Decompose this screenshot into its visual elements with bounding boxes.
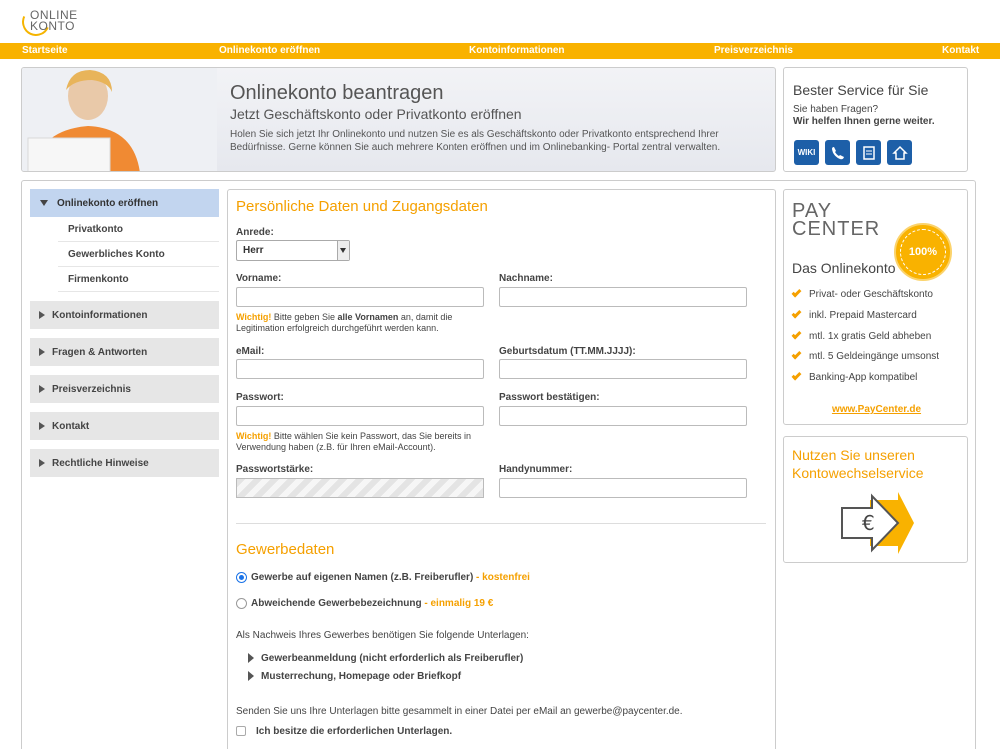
sidebar-sub-gewerbliches-konto[interactable]: Gewerbliches Konto <box>58 242 219 267</box>
paycenter-link[interactable]: www.PayCenter.de <box>831 404 922 415</box>
geburtsdatum-input[interactable] <box>499 359 747 379</box>
svg-text:€: € <box>862 511 875 535</box>
doc-gewerbeanmeldung: Gewerbeanmeldung (nicht erforderlich als Freiberufler) <box>261 653 524 664</box>
service-box <box>783 67 968 172</box>
check-icon <box>792 350 802 360</box>
form-heading: Persönliche Daten und Zugangsdaten <box>236 198 488 215</box>
email-input[interactable] <box>236 359 484 379</box>
nachweis-text: Als Nachweis Ihres Gewerbes benötigen Sie folgende Unterlagen: <box>236 630 529 641</box>
chevron-right-icon <box>39 311 45 319</box>
sidebar-item-kontakt[interactable]: Kontakt <box>30 412 219 440</box>
euro-transfer-icon <box>840 492 914 554</box>
radio-gewerbe-eigener-name-label[interactable]: Gewerbe auf eigenen Namen (z.B. Freiberufler) - kostenfrei <box>251 572 530 583</box>
chevron-right-icon <box>39 422 45 430</box>
sidebar-sub-firmenkonto[interactable]: Firmenkonto <box>58 267 219 292</box>
sidebar-item-kontoinformationen[interactable]: Kontoinformationen <box>30 301 219 329</box>
sidebar-item-onlinekonto[interactable]: Onlinekonto eröffnen <box>30 189 219 217</box>
nav-startseite[interactable]: Startseite <box>22 45 68 56</box>
chevron-right-icon <box>39 459 45 467</box>
vorname-note: Wichtig! Bitte geben Sie alle Vornamen an, damit die Legitimation erfolgreich durchgeführt werden kann. <box>236 312 453 333</box>
hero-description: Holen Sie sich jetzt Ihr Onlinekonto und nutzen Sie es als Geschäftskonto oder Privatkonto entsprechend Ihrer Bedürfnisse. Gerne können Sie auch mehrere Konten eröffnen und im Onlinebanking- Portal zentral verwalten. <box>230 129 721 153</box>
wiki-icon[interactable]: WIKI <box>794 140 819 165</box>
radio-abweichende-bezeichnung-label[interactable]: Abweichende Gewerbebezeichnung - einmalig 19 € <box>251 598 494 609</box>
nav-kontakt[interactable]: Kontakt <box>942 45 980 56</box>
chevron-right-icon <box>39 348 45 356</box>
feature-item: inkl. Prepaid Mastercard <box>792 310 917 321</box>
nav-preisverzeichnis[interactable]: Preisverzeichnis <box>714 45 793 56</box>
sidebar-item-rechtliche-hinweise[interactable]: Rechtliche Hinweise <box>30 449 219 477</box>
main-nav <box>0 43 1000 59</box>
passwortstaerke-label: Passwortstärke: <box>236 464 314 475</box>
paycenter-title: Das Onlinekonto <box>792 260 896 276</box>
vorname-label: Vorname: <box>236 273 282 284</box>
form-divider <box>236 523 766 524</box>
check-icon <box>792 371 802 381</box>
home-icon[interactable] <box>887 140 912 165</box>
unterlagen-checkbox[interactable] <box>236 726 246 736</box>
passwort-bestaetigen-input[interactable] <box>499 406 747 426</box>
bullet-triangle-icon <box>248 671 254 681</box>
site-logo[interactable] <box>22 8 92 38</box>
service-question: Sie haben Fragen? <box>793 104 879 115</box>
hero-banner <box>21 67 776 172</box>
feature-item: mtl. 5 Geldeingänge umsonst <box>792 351 939 362</box>
check-icon <box>792 288 802 298</box>
gewerbe-heading: Gewerbedaten <box>236 541 335 558</box>
send-text: Senden Sie uns Ihre Unterlagen bitte gesammelt in einer Datei per eMail an gewerbe@paycenter.de. <box>236 706 683 717</box>
form-icon[interactable] <box>856 140 881 165</box>
nav-kontoinformationen[interactable]: Kontoinformationen <box>469 45 565 56</box>
handynummer-input[interactable] <box>499 478 747 498</box>
kontowechsel-title: Nutzen Sie unseren Kontowechselservice <box>792 447 924 481</box>
feature-item: mtl. 1x gratis Geld abheben <box>792 331 931 342</box>
passwort-note: Wichtig! Bitte wählen Sie kein Passwort, das Sie bereits in Verwendung haben (z.B. für Ihren eMail-Account). <box>236 431 472 452</box>
email-label: eMail: <box>236 346 265 357</box>
feature-item: Privat- oder Geschäftskonto <box>792 289 933 300</box>
sidebar-sub-privatkonto[interactable]: Privatkonto <box>58 217 219 242</box>
handynummer-label: Handynummer: <box>499 464 573 475</box>
radio-gewerbe-eigener-name[interactable] <box>236 572 247 583</box>
feature-item: Banking-App kompatibel <box>792 372 917 383</box>
chevron-down-icon <box>40 200 48 206</box>
unterlagen-checkbox-label[interactable]: Ich besitze die erforderlichen Unterlagen. <box>256 726 453 737</box>
hero-title: Onlinekonto beantragen <box>230 82 444 104</box>
chevron-right-icon <box>39 385 45 393</box>
nachname-input[interactable] <box>499 287 747 307</box>
chevron-down-icon <box>337 241 349 260</box>
anrede-label: Anrede: <box>236 227 274 238</box>
vorname-input[interactable] <box>236 287 484 307</box>
anrede-select[interactable]: Herr <box>236 240 350 261</box>
service-answer: Wir helfen Ihnen gerne weiter. <box>793 116 935 127</box>
passwort-bestaetigen-label: Passwort bestätigen: <box>499 392 600 403</box>
phone-icon[interactable] <box>825 140 850 165</box>
nachname-label: Nachname: <box>499 273 553 284</box>
hero-subtitle: Jetzt Geschäftskonto oder Privatkonto eröffnen <box>230 106 522 122</box>
kontowechsel-box[interactable] <box>783 436 968 563</box>
sidebar-item-fragen[interactable]: Fragen & Antworten <box>30 338 219 366</box>
sidebar-item-preisverzeichnis[interactable]: Preisverzeichnis <box>30 375 219 403</box>
passwort-label: Passwort: <box>236 392 284 403</box>
paycenter-box <box>783 189 968 425</box>
schufa-seal-icon: 100% <box>894 223 952 281</box>
check-icon <box>792 309 802 319</box>
logo-line1: ONLINE <box>30 8 78 22</box>
bullet-triangle-icon <box>248 653 254 663</box>
radio-abweichende-bezeichnung[interactable] <box>236 598 247 609</box>
check-icon <box>792 330 802 340</box>
hero-person-image <box>22 68 217 172</box>
doc-musterrechnung: Musterrechung, Homepage oder Briefkopf <box>261 671 462 682</box>
nav-onlinekonto[interactable]: Onlinekonto eröffnen <box>219 45 321 56</box>
password-strength-meter <box>236 478 484 498</box>
passwort-input[interactable] <box>236 406 484 426</box>
geburtsdatum-label: Geburtsdatum (TT.MM.JJJJ): <box>499 346 636 357</box>
paycenter-logo: PAY CENTER <box>792 200 881 240</box>
service-title: Bester Service für Sie <box>793 82 929 98</box>
logo-line2: KONTO <box>30 19 75 33</box>
